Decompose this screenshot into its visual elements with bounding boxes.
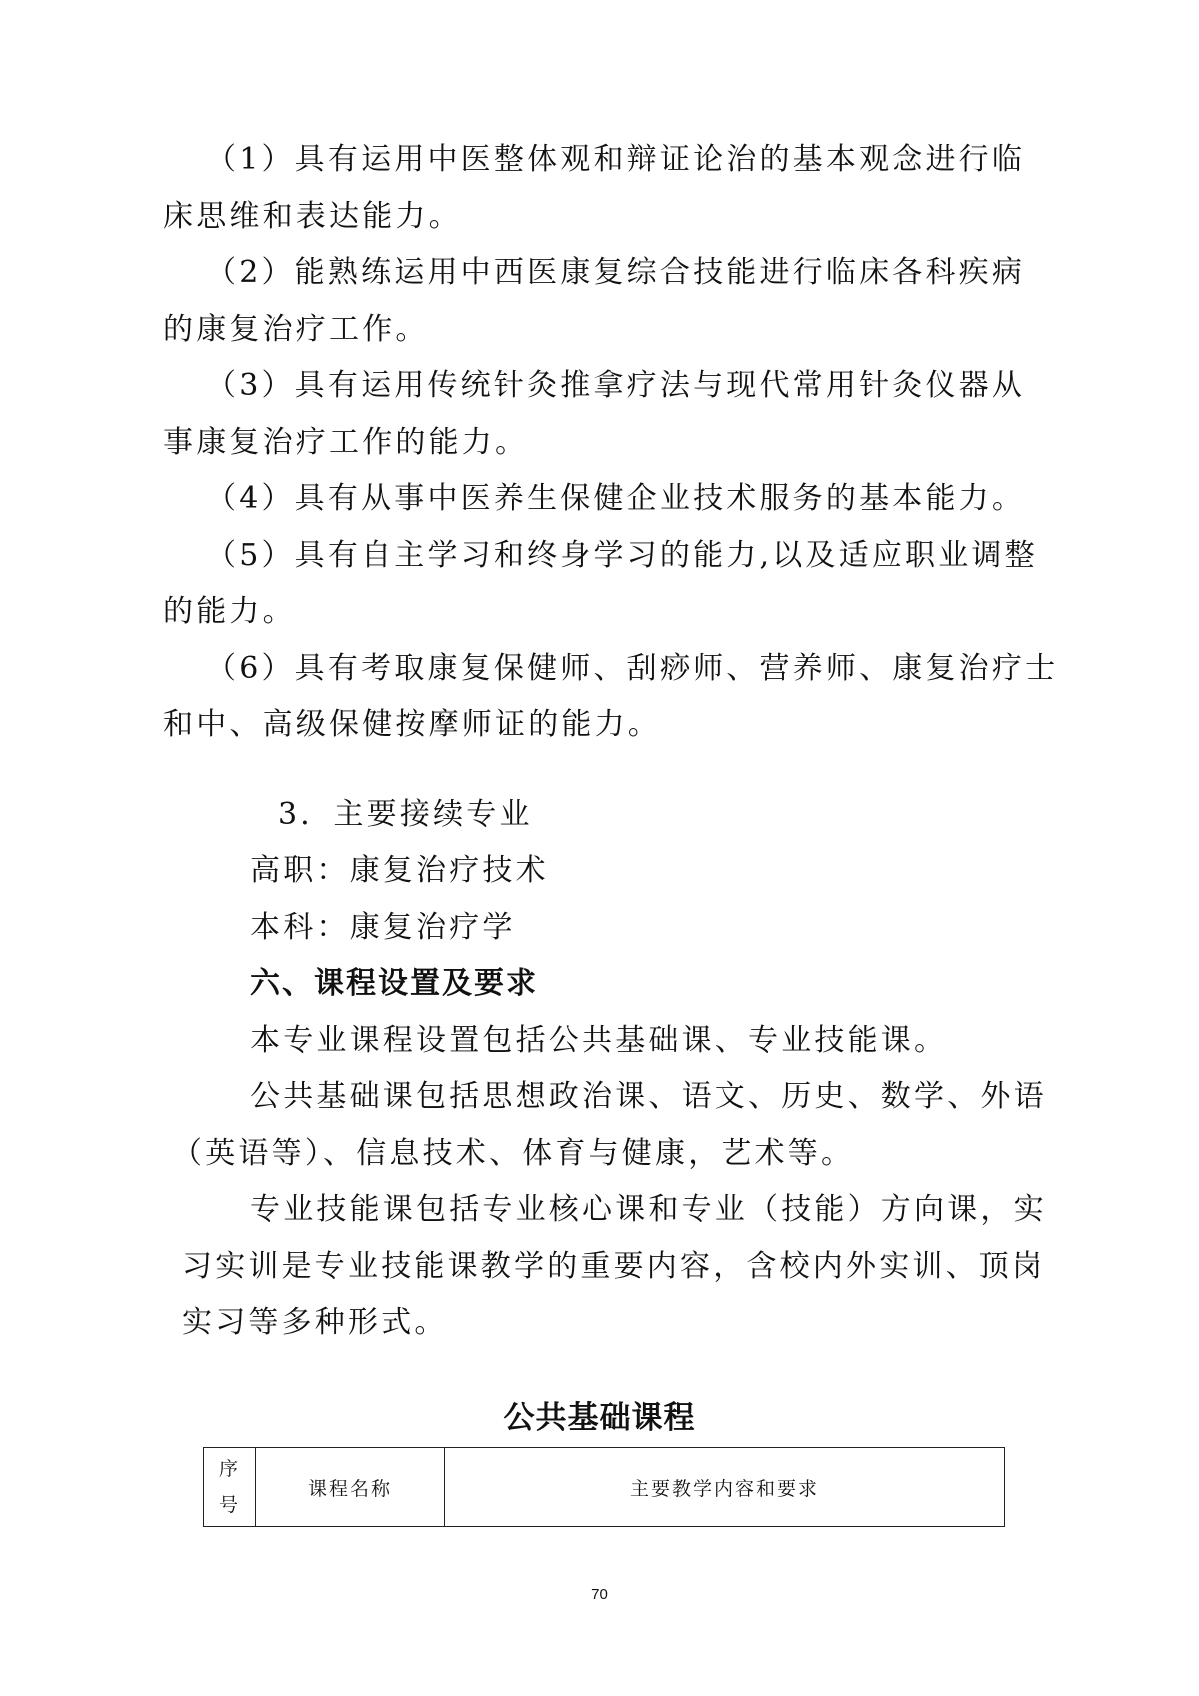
- ability-5-line-1: （5）具有自主学习和终身学习的能力,以及适应职业调整: [206, 538, 1038, 573]
- ability-1-line-2: 床思维和表达能力。: [163, 199, 462, 234]
- ability-2-line-2: 的康复治疗工作。: [163, 312, 429, 347]
- section-paragraph-3-line-2: 习实训是专业技能课教学的重要内容，含校内外实训、顶岗: [182, 1249, 1046, 1284]
- ability-6-line-2: 和中、高级保健按摩师证的能力。: [163, 707, 661, 742]
- section-paragraph-3-line-1: 专业技能课包括专业核心课和专业（技能）方向课，实: [250, 1192, 1047, 1227]
- table-title: 公共基础课程: [503, 1400, 696, 1436]
- header-seq: [204, 1448, 256, 1527]
- table-header-row: [204, 1448, 1005, 1527]
- header-seq-bottom: 号: [218, 1494, 240, 1516]
- header-course-name: 课程名称: [256, 1448, 445, 1527]
- header-seq-top: 序: [218, 1458, 240, 1480]
- section-paragraph-2-line-2: （英语等）、信息技术、体育与健康，艺术等。: [172, 1136, 855, 1171]
- page-number: 70: [591, 1586, 608, 1603]
- ability-1-line-1: （1）具有运用中医整体观和辩证论治的基本观念进行临: [206, 142, 1026, 177]
- course-table: [203, 1447, 1005, 1527]
- ability-2-line-1: （2）能熟练运用中西医康复综合技能进行临床各科疾病: [206, 255, 1026, 290]
- ability-6-line-1: （6）具有考取康复保健师、刮痧师、营养师、康复治疗士: [206, 651, 1059, 686]
- ability-5-line-2: 的能力。: [163, 594, 296, 629]
- section-paragraph-2-line-1: 公共基础课包括思想政治课、语文、历史、数学、外语: [250, 1079, 1047, 1114]
- ability-4-line-1: （4）具有从事中医养生保健企业技术服务的基本能力。: [206, 481, 1026, 516]
- ability-3-line-1: （3）具有运用传统针灸推拿疗法与现代常用针灸仪器从: [206, 368, 1026, 403]
- continuation-title: 3．主要接续专业: [278, 797, 533, 832]
- continuation-vocational: 高职：康复治疗技术: [250, 853, 549, 888]
- header-content: 主要教学内容和要求: [445, 1448, 1005, 1527]
- section-paragraph-1: 本专业课程设置包括公共基础课、专业技能课。: [250, 1023, 948, 1058]
- ability-3-line-2: 事康复治疗工作的能力。: [163, 425, 529, 460]
- section-heading: 六、课程设置及要求: [250, 966, 538, 1001]
- section-paragraph-3-line-3: 实习等多种形式。: [182, 1305, 448, 1340]
- continuation-undergraduate: 本科：康复治疗学: [250, 910, 516, 945]
